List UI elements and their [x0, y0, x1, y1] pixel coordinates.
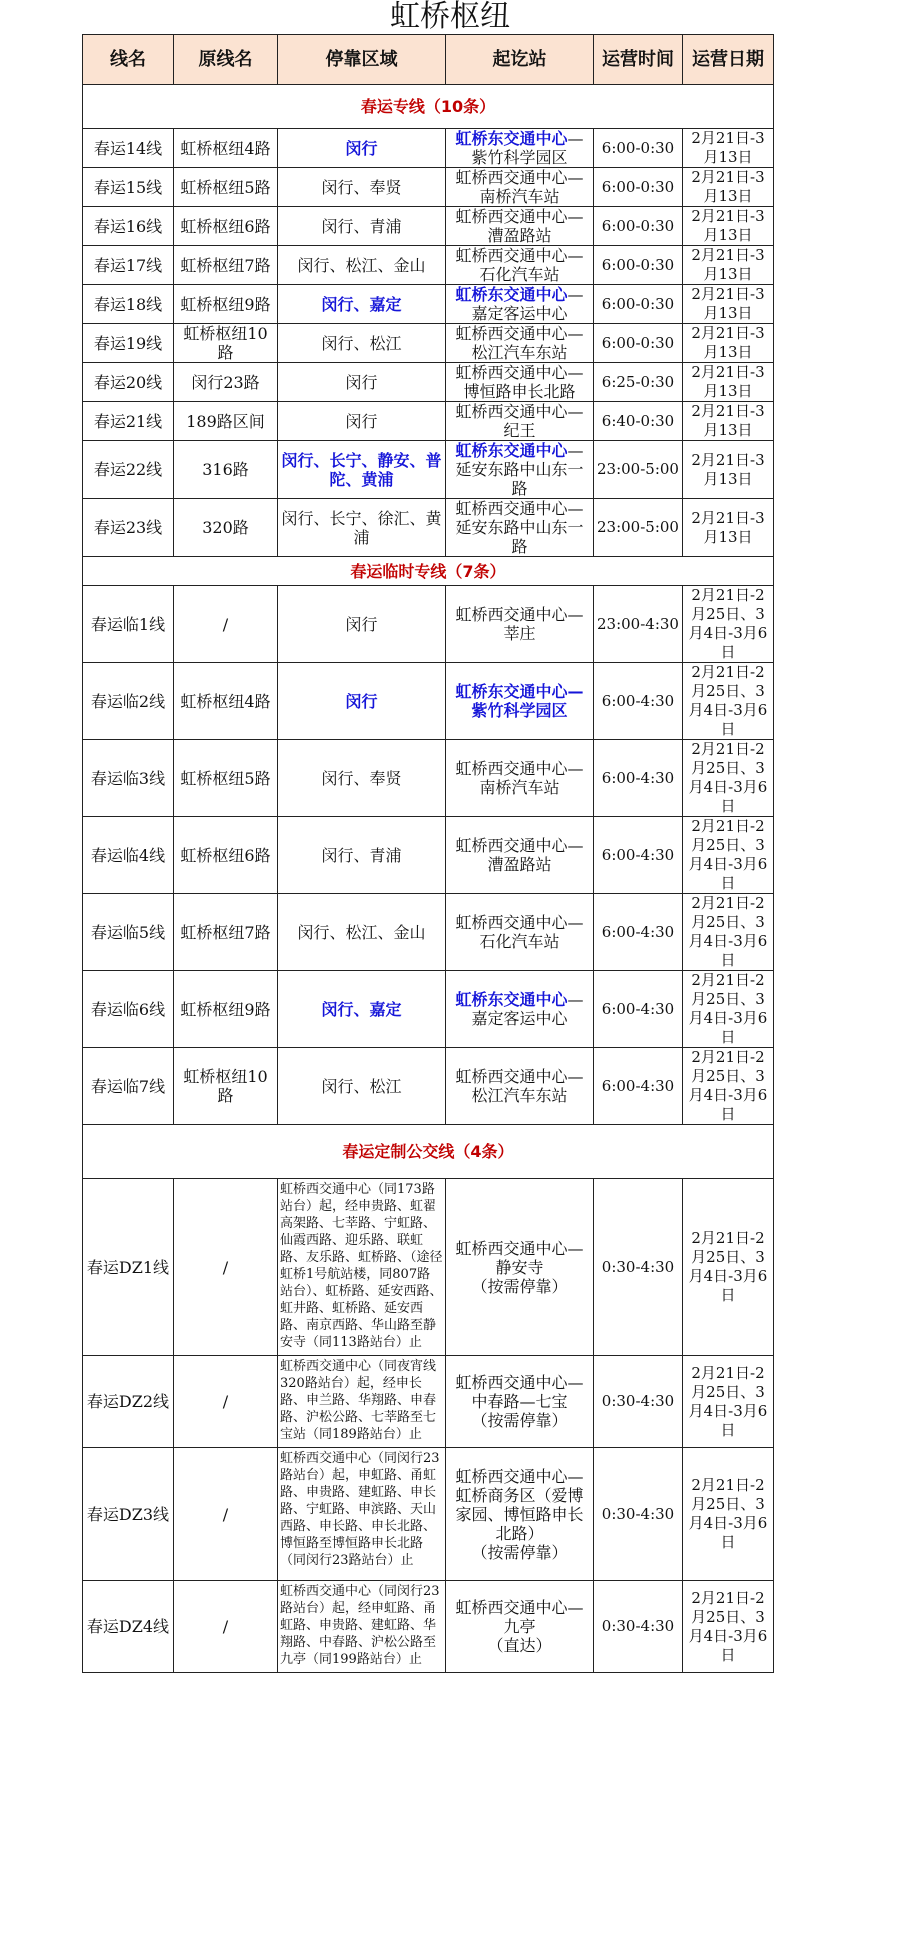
terminal-cell [446, 402, 594, 441]
stop-area-cell: 闵行、嘉定 [278, 285, 446, 324]
operating-hours-cell: 6:00-0:30 [594, 285, 683, 324]
table-row [83, 168, 774, 207]
operating-hours-cell: 6:25-0:30 [594, 363, 683, 402]
terminal-start: 虹桥西交通中心 [455, 168, 568, 187]
terminal-note: （直达） [487, 1636, 552, 1655]
stop-area-cell: 闵行、奉贤 [278, 168, 446, 207]
table-row [83, 1356, 774, 1448]
operating-hours-cell: 6:00-4:30 [594, 817, 683, 894]
terminal-start: 虹桥东交通中心 [455, 129, 568, 148]
terminal-cell [446, 586, 594, 663]
operating-dates-cell: 2月21日-3月13日 [683, 324, 774, 363]
terminal-note: （按需停靠） [471, 1411, 568, 1430]
header-cell: 原线名 [174, 35, 278, 85]
operating-hours-cell: 6:00-4:30 [594, 1048, 683, 1125]
table-row [83, 246, 774, 285]
terminal-end: —紫竹科学园区 [471, 682, 584, 720]
original-line-cell: 316路 [174, 441, 278, 499]
operating-hours-cell: 6:00-4:30 [594, 894, 683, 971]
operating-dates-cell: 2月21日-3月13日 [683, 246, 774, 285]
terminal-cell [446, 207, 594, 246]
original-line-cell: 320路 [174, 499, 278, 557]
original-line-cell: 闵行23路 [174, 363, 278, 402]
original-line-cell: 虹桥枢纽4路 [174, 663, 278, 740]
terminal-start: 虹桥西交通中心 [455, 402, 568, 421]
table-row [83, 402, 774, 441]
stop-area-cell: 闵行、长宁、静安、普陀、黄浦 [278, 441, 446, 499]
stop-area-cell: 闵行、青浦 [278, 207, 446, 246]
section-heading: 春运专线（10条） [83, 85, 774, 129]
operating-hours-cell: 23:00-5:00 [594, 441, 683, 499]
operating-hours-cell: 6:00-4:30 [594, 740, 683, 817]
terminal-end: —南桥汽车站 [479, 759, 584, 797]
terminal-end: —漕盈路站 [487, 836, 584, 874]
table-row [83, 586, 774, 663]
terminal-start: 虹桥西交通中心 [455, 363, 568, 382]
operating-hours-cell: 6:00-0:30 [594, 129, 683, 168]
original-line-cell: 虹桥枢纽9路 [174, 285, 278, 324]
operating-hours-cell: 6:40-0:30 [594, 402, 683, 441]
operating-hours-cell: 6:00-4:30 [594, 971, 683, 1048]
terminal-cell [446, 971, 594, 1048]
operating-dates-cell: 2月21日-3月13日 [683, 499, 774, 557]
line-name-cell: 春运DZ3线 [83, 1448, 174, 1581]
original-line-cell: 189路区间 [174, 402, 278, 441]
original-line-cell: 虹桥枢纽9路 [174, 971, 278, 1048]
line-name-cell: 春运临2线 [83, 663, 174, 740]
section-heading-row [83, 85, 774, 129]
operating-dates-cell: 2月21日-2月25日、3月4日-3月6日 [683, 1179, 774, 1356]
stop-area-cell: 闵行 [278, 663, 446, 740]
header-cell: 停靠区域 [278, 35, 446, 85]
terminal-end: —虹桥商务区（爱博家园、博恒路申长北路） [455, 1466, 584, 1543]
operating-hours-cell: 6:00-4:30 [594, 663, 683, 740]
header-cell: 线名 [83, 35, 174, 85]
table-header-row [83, 35, 774, 85]
stop-area-cell: 闵行 [278, 363, 446, 402]
stop-area-cell: 闵行、长宁、徐汇、黄浦 [278, 499, 446, 557]
operating-hours-cell: 6:00-0:30 [594, 168, 683, 207]
original-line-cell: 虹桥枢纽6路 [174, 817, 278, 894]
operating-dates-cell: 2月21日-2月25日、3月4日-3月6日 [683, 894, 774, 971]
original-line-cell: / [174, 1581, 278, 1673]
stop-area-cell: 闵行、嘉定 [278, 971, 446, 1048]
stop-area-cell: 闵行、松江 [278, 1048, 446, 1125]
terminal-cell [446, 817, 594, 894]
line-name-cell: 春运18线 [83, 285, 174, 324]
line-name-cell: 春运临7线 [83, 1048, 174, 1125]
operating-dates-cell: 2月21日-2月25日、3月4日-3月6日 [683, 1448, 774, 1581]
terminal-cell [446, 663, 594, 740]
stop-area-cell: 虹桥西交通中心（同闵行23路站台）起，经申虹路、甬虹路、申贵路、建虹路、华翔路、中春路、沪松公路至九亭（同199路站台）止 [278, 1581, 446, 1673]
terminal-cell [446, 740, 594, 817]
terminal-end: —博恒路申长北路 [463, 363, 584, 401]
line-name-cell: 春运21线 [83, 402, 174, 441]
terminal-end: —纪王 [503, 402, 584, 440]
terminal-start: 虹桥西交通中心 [455, 246, 568, 265]
terminal-cell [446, 363, 594, 402]
original-line-cell: 虹桥枢纽10路 [174, 1048, 278, 1125]
operating-dates-cell: 2月21日-2月25日、3月4日-3月6日 [683, 1356, 774, 1448]
terminal-end: —嘉定客运中心 [471, 285, 584, 323]
line-name-cell: 春运19线 [83, 324, 174, 363]
operating-dates-cell: 2月21日-3月13日 [683, 363, 774, 402]
line-name-cell: 春运22线 [83, 441, 174, 499]
line-name-cell: 春运临4线 [83, 817, 174, 894]
original-line-cell: / [174, 1179, 278, 1356]
terminal-start: 虹桥西交通中心 [455, 605, 568, 624]
operating-dates-cell: 2月21日-3月13日 [683, 402, 774, 441]
table-row [83, 324, 774, 363]
terminal-start: 虹桥西交通中心 [455, 207, 568, 226]
section-heading-row [83, 1125, 774, 1179]
terminal-cell [446, 441, 594, 499]
line-name-cell: 春运临5线 [83, 894, 174, 971]
section-heading: 春运定制公交线（4条） [83, 1125, 774, 1179]
terminal-end: —石化汽车站 [479, 246, 584, 284]
operating-hours-cell: 0:30-4:30 [594, 1179, 683, 1356]
terminal-end: —延安东路中山东一路 [455, 441, 584, 498]
original-line-cell: 虹桥枢纽10路 [174, 324, 278, 363]
terminal-end: —石化汽车站 [479, 913, 584, 951]
table-row [83, 499, 774, 557]
terminal-cell [446, 285, 594, 324]
line-name-cell: 春运23线 [83, 499, 174, 557]
original-line-cell: / [174, 586, 278, 663]
table-row [83, 1581, 774, 1673]
line-name-cell: 春运DZ4线 [83, 1581, 174, 1673]
terminal-cell [446, 1448, 594, 1581]
terminal-end: —松江汽车东站 [471, 324, 584, 362]
terminal-end: —中春路—七宝 [471, 1373, 584, 1411]
operating-dates-cell: 2月21日-2月25日、3月4日-3月6日 [683, 663, 774, 740]
operating-hours-cell: 0:30-4:30 [594, 1581, 683, 1673]
table-row [83, 971, 774, 1048]
line-name-cell: 春运20线 [83, 363, 174, 402]
line-name-cell: 春运15线 [83, 168, 174, 207]
line-name-cell: 春运DZ2线 [83, 1356, 174, 1448]
terminal-cell [446, 1356, 594, 1448]
terminal-cell [446, 499, 594, 557]
terminal-end: —嘉定客运中心 [471, 990, 584, 1028]
stop-area-cell: 闵行、奉贤 [278, 740, 446, 817]
original-line-cell: 虹桥枢纽6路 [174, 207, 278, 246]
operating-dates-cell: 2月21日-2月25日、3月4日-3月6日 [683, 740, 774, 817]
line-name-cell: 春运临6线 [83, 971, 174, 1048]
terminal-cell [446, 129, 594, 168]
table-row [83, 1048, 774, 1125]
stop-area-cell: 闵行 [278, 129, 446, 168]
operating-dates-cell: 2月21日-2月25日、3月4日-3月6日 [683, 971, 774, 1048]
header-cell: 起讫站 [446, 35, 594, 85]
terminal-cell [446, 1179, 594, 1356]
table-row [83, 1448, 774, 1581]
line-name-cell: 春运16线 [83, 207, 174, 246]
stop-area-cell: 闵行 [278, 586, 446, 663]
terminal-end: —九亭 [503, 1598, 584, 1636]
terminal-end: —延安东路中山东一路 [455, 499, 584, 556]
stop-area-cell: 闵行、青浦 [278, 817, 446, 894]
table-row [83, 1179, 774, 1356]
original-line-cell: 虹桥枢纽7路 [174, 246, 278, 285]
original-line-cell: 虹桥枢纽5路 [174, 740, 278, 817]
terminal-end: —莘庄 [503, 605, 584, 643]
table-row [83, 285, 774, 324]
operating-hours-cell: 23:00-4:30 [594, 586, 683, 663]
table-row [83, 663, 774, 740]
terminal-end: —静安寺 [495, 1238, 584, 1277]
original-line-cell: 虹桥枢纽7路 [174, 894, 278, 971]
section-heading: 春运临时专线（7条） [83, 557, 774, 586]
operating-hours-cell: 0:30-4:30 [594, 1448, 683, 1581]
table-row [83, 740, 774, 817]
terminal-end: —漕盈路站 [487, 207, 584, 245]
terminal-end: —松江汽车东站 [471, 1067, 584, 1105]
terminal-start: 虹桥西交通中心 [455, 1067, 568, 1086]
operating-dates-cell: 2月21日-2月25日、3月4日-3月6日 [683, 586, 774, 663]
table-row [83, 441, 774, 499]
terminal-start: 虹桥东交通中心 [455, 285, 568, 304]
terminal-start: 虹桥西交通中心 [455, 836, 568, 855]
header-cell: 运营日期 [683, 35, 774, 85]
terminal-cell [446, 1048, 594, 1125]
stop-area-cell: 虹桥西交通中心（同闵行23路站台）起，申虹路、甬虹路、申贵路、建虹路、申长路、宁虹路、申滨路、天山西路、申长路、申长北路、博恒路至博恒路申长北路（同闵行23路站台）止 [278, 1448, 446, 1581]
stop-area-cell: 虹桥西交通中心（同173路站台）起，经申贵路、虹翟高架路、七莘路、宁虹路、仙霞西路、迎乐路、联虹路、友乐路、虹桥路、（途径虹桥1号航站楼，同807路站台）、虹桥路、延安西路、虹井路、虹桥路、延安西路、南京西路、华山路至静安寺（同113路站台）止 [278, 1179, 446, 1356]
terminal-cell [446, 168, 594, 207]
terminal-end: —南桥汽车站 [479, 168, 584, 206]
terminal-start: 虹桥西交通中心 [455, 1466, 568, 1486]
terminal-cell [446, 246, 594, 285]
terminal-start: 虹桥西交通中心 [455, 1373, 568, 1392]
terminal-start: 虹桥东交通中心 [455, 682, 568, 701]
table-row [83, 207, 774, 246]
line-name-cell: 春运临1线 [83, 586, 174, 663]
terminal-start: 虹桥西交通中心 [455, 324, 568, 343]
original-line-cell: / [174, 1356, 278, 1448]
operating-hours-cell: 6:00-0:30 [594, 246, 683, 285]
terminal-note: （按需停靠） [471, 1542, 568, 1562]
stop-area-cell: 闵行、松江、金山 [278, 246, 446, 285]
stop-area-cell: 闵行 [278, 402, 446, 441]
original-line-cell: / [174, 1448, 278, 1581]
operating-hours-cell: 0:30-4:30 [594, 1356, 683, 1448]
operating-dates-cell: 2月21日-3月13日 [683, 285, 774, 324]
stop-area-cell: 虹桥西交通中心（同夜宵线320路站台）起，经申长路、申兰路、华翔路、申春路、沪松公路、七莘路至七宝站（同189路站台）止 [278, 1356, 446, 1448]
terminal-start: 虹桥西交通中心 [455, 1598, 568, 1617]
operating-dates-cell: 2月21日-2月25日、3月4日-3月6日 [683, 1048, 774, 1125]
line-name-cell: 春运DZ1线 [83, 1179, 174, 1356]
operating-dates-cell: 2月21日-2月25日、3月4日-3月6日 [683, 817, 774, 894]
operating-dates-cell: 2月21日-3月13日 [683, 129, 774, 168]
terminal-cell [446, 1581, 594, 1673]
operating-dates-cell: 2月21日-3月13日 [683, 168, 774, 207]
operating-hours-cell: 6:00-0:30 [594, 324, 683, 363]
line-name-cell: 春运17线 [83, 246, 174, 285]
terminal-start: 虹桥西交通中心 [455, 499, 568, 518]
line-name-cell: 春运临3线 [83, 740, 174, 817]
section-heading-row [83, 557, 774, 586]
operating-hours-cell: 6:00-0:30 [594, 207, 683, 246]
terminal-start: 虹桥东交通中心 [455, 441, 568, 460]
original-line-cell: 虹桥枢纽5路 [174, 168, 278, 207]
operating-hours-cell: 23:00-5:00 [594, 499, 683, 557]
terminal-cell [446, 894, 594, 971]
operating-dates-cell: 2月21日-2月25日、3月4日-3月6日 [683, 1581, 774, 1673]
table-row [83, 363, 774, 402]
header-cell: 运营时间 [594, 35, 683, 85]
schedule-table [82, 34, 774, 1673]
terminal-end: —紫竹科学园区 [471, 129, 584, 167]
table-row [83, 894, 774, 971]
table-row [83, 129, 774, 168]
stop-area-cell: 闵行、松江、金山 [278, 894, 446, 971]
terminal-cell [446, 324, 594, 363]
table-row [83, 817, 774, 894]
terminal-start: 虹桥东交通中心 [455, 990, 568, 1009]
operating-dates-cell: 2月21日-3月13日 [683, 207, 774, 246]
line-name-cell: 春运14线 [83, 129, 174, 168]
page-title: 虹桥枢纽 [390, 0, 510, 34]
terminal-note: （按需停靠） [471, 1276, 568, 1296]
terminal-start: 虹桥西交通中心 [455, 759, 568, 778]
stop-area-cell: 闵行、松江 [278, 324, 446, 363]
terminal-start: 虹桥西交通中心 [455, 1238, 568, 1258]
terminal-start: 虹桥西交通中心 [455, 913, 568, 932]
operating-dates-cell: 2月21日-3月13日 [683, 441, 774, 499]
original-line-cell: 虹桥枢纽4路 [174, 129, 278, 168]
table-body [83, 85, 774, 1673]
